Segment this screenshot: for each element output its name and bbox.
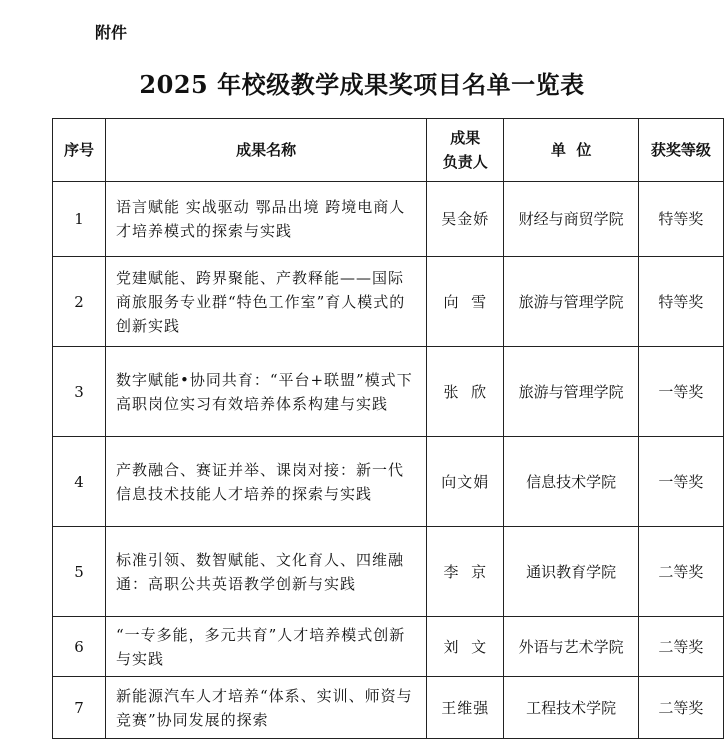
row-index: 7 xyxy=(53,677,106,739)
row-unit: 工程技术学院 xyxy=(504,677,638,739)
row-award: 特等奖 xyxy=(638,257,723,347)
table-row xyxy=(53,437,724,527)
row-index: 4 xyxy=(53,437,106,527)
row-index: 1 xyxy=(53,182,106,257)
row-leader: 向 雪 xyxy=(427,257,504,347)
row-unit: 财经与商贸学院 xyxy=(504,182,638,257)
row-index: 5 xyxy=(53,527,106,617)
table-row xyxy=(53,182,724,257)
row-unit: 信息技术学院 xyxy=(504,437,638,527)
row-name: 数字赋能•协同共育：“平台+联盟”模式下高职岗位实习有效培养体系构建与实践 xyxy=(105,347,426,437)
table-row xyxy=(53,527,724,617)
table-row xyxy=(53,617,724,677)
row-award: 特等奖 xyxy=(638,182,723,257)
row-unit: 旅游与管理学院 xyxy=(504,347,638,437)
row-award: 一等奖 xyxy=(638,437,723,527)
row-index: 6 xyxy=(53,617,106,677)
row-leader: 张 欣 xyxy=(427,347,504,437)
header-name: 成果名称 xyxy=(105,119,426,182)
award-table xyxy=(52,118,724,739)
row-unit: 通识教育学院 xyxy=(504,527,638,617)
row-leader: 李 京 xyxy=(427,527,504,617)
row-name: 语言赋能 实战驱动 鄂品出境 跨境电商人才培养模式的探索与实践 xyxy=(105,182,426,257)
row-leader: 王维强 xyxy=(427,677,504,739)
table-header-row xyxy=(53,119,724,182)
row-unit: 旅游与管理学院 xyxy=(504,257,638,347)
header-unit: 单 位 xyxy=(504,119,638,182)
row-leader: 向文娟 xyxy=(427,437,504,527)
row-award: 二等奖 xyxy=(638,677,723,739)
header-award: 获奖等级 xyxy=(638,119,723,182)
page-title: 2025 年校级教学成果奖项目名单一览表 xyxy=(139,70,585,99)
header-leader-line1: 成果 xyxy=(450,129,481,147)
row-name: 党建赋能、跨界聚能、产教释能——国际商旅服务专业群“特色工作室”育人模式的创新实践 xyxy=(105,257,426,347)
row-award: 二等奖 xyxy=(638,527,723,617)
header-leader-line2: 负责人 xyxy=(442,153,488,171)
header-index: 序号 xyxy=(53,119,106,182)
table-row xyxy=(53,257,724,347)
attachment-label: 附件 xyxy=(95,23,128,42)
table-row xyxy=(53,677,724,739)
row-index: 3 xyxy=(53,347,106,437)
row-unit: 外语与艺术学院 xyxy=(504,617,638,677)
row-leader: 吴金娇 xyxy=(427,182,504,257)
row-name: “一专多能，多元共育”人才培养模式创新与实践 xyxy=(105,617,426,677)
row-name: 新能源汽车人才培养“体系、实训、师资与竞赛”协同发展的探索 xyxy=(105,677,426,739)
row-award: 一等奖 xyxy=(638,347,723,437)
header-leader xyxy=(427,119,504,182)
row-award: 二等奖 xyxy=(638,617,723,677)
row-leader: 刘 文 xyxy=(427,617,504,677)
row-name: 标准引领、数智赋能、文化育人、四维融通：高职公共英语教学创新与实践 xyxy=(105,527,426,617)
table-row xyxy=(53,347,724,437)
row-name: 产教融合、赛证并举、课岗对接：新一代信息技术技能人才培养的探索与实践 xyxy=(105,437,426,527)
row-index: 2 xyxy=(53,257,106,347)
